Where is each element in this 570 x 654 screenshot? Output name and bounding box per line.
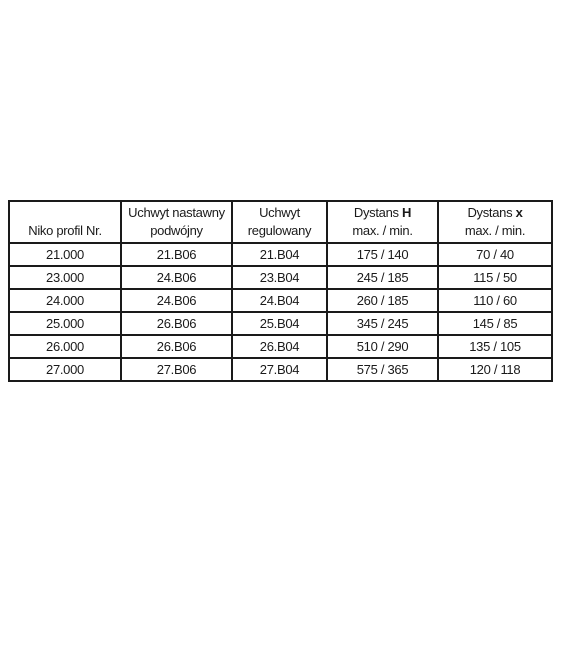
cell-profile-number: 23.000 [9,266,121,289]
table-row [9,335,552,358]
cell-profile-number: 26.000 [9,335,121,358]
header-distance-h-prefix: Dystans [353,205,403,220]
cell-adjustable-double-bracket: 26.B06 [121,312,232,335]
header-distance-x-prefix: Dystans [467,205,516,220]
table-body [9,243,552,381]
cell-distance-x: 135 / 105 [438,335,552,358]
table-row [9,289,552,312]
header-adjustable-double-bracket-line1: Uchwyt nastawny [128,205,225,220]
cell-profile-number: 24.000 [9,289,121,312]
table-row [9,358,552,381]
header-distance-x-line1 [439,204,551,222]
cell-regulated-bracket: 24.B04 [232,289,327,312]
header-regulated-bracket-line2: regulowany [247,223,312,238]
header-profile-number [9,201,121,243]
cell-regulated-bracket: 26.B04 [232,335,327,358]
header-adjustable-double-bracket-line2: podwójny [150,223,203,238]
cell-adjustable-double-bracket: 26.B06 [121,335,232,358]
cell-distance-h: 260 / 185 [327,289,438,312]
cell-distance-h: 575 / 365 [327,358,438,381]
table-row [9,312,552,335]
header-row [9,201,552,243]
header-profile-number-label: Niko profil Nr. [28,223,102,238]
header-distance-h-symbol: H [402,205,412,220]
cell-distance-h: 245 / 185 [327,266,438,289]
header-regulated-bracket-line1: Uchwyt [259,205,300,220]
cell-distance-x: 120 / 118 [438,358,552,381]
header-distance-x [438,201,552,243]
cell-distance-x: 145 / 85 [438,312,552,335]
cell-profile-number: 21.000 [9,243,121,266]
cell-regulated-bracket: 21.B04 [232,243,327,266]
header-distance-h-line1 [328,204,437,222]
header-distance-x-symbol: x [515,205,523,220]
cell-regulated-bracket: 27.B04 [232,358,327,381]
profile-spec-table [8,200,553,382]
cell-distance-h: 510 / 290 [327,335,438,358]
table-header [9,201,552,243]
cell-adjustable-double-bracket: 27.B06 [121,358,232,381]
table-row [9,243,552,266]
header-distance-h-line2: max. / min. [352,223,413,238]
header-distance-x-line2: max. / min. [464,223,526,238]
header-regulated-bracket [232,201,327,243]
cell-regulated-bracket: 23.B04 [232,266,327,289]
cell-distance-x: 110 / 60 [438,289,552,312]
cell-distance-h: 345 / 245 [327,312,438,335]
header-adjustable-double-bracket [121,201,232,243]
cell-distance-h: 175 / 140 [327,243,438,266]
cell-adjustable-double-bracket: 21.B06 [121,243,232,266]
cell-profile-number: 27.000 [9,358,121,381]
cell-adjustable-double-bracket: 24.B06 [121,289,232,312]
cell-profile-number: 25.000 [9,312,121,335]
cell-distance-x: 115 / 50 [438,266,552,289]
cell-distance-x: 70 / 40 [438,243,552,266]
cell-adjustable-double-bracket: 24.B06 [121,266,232,289]
cell-regulated-bracket: 25.B04 [232,312,327,335]
table-row [9,266,552,289]
header-distance-h [327,201,438,243]
